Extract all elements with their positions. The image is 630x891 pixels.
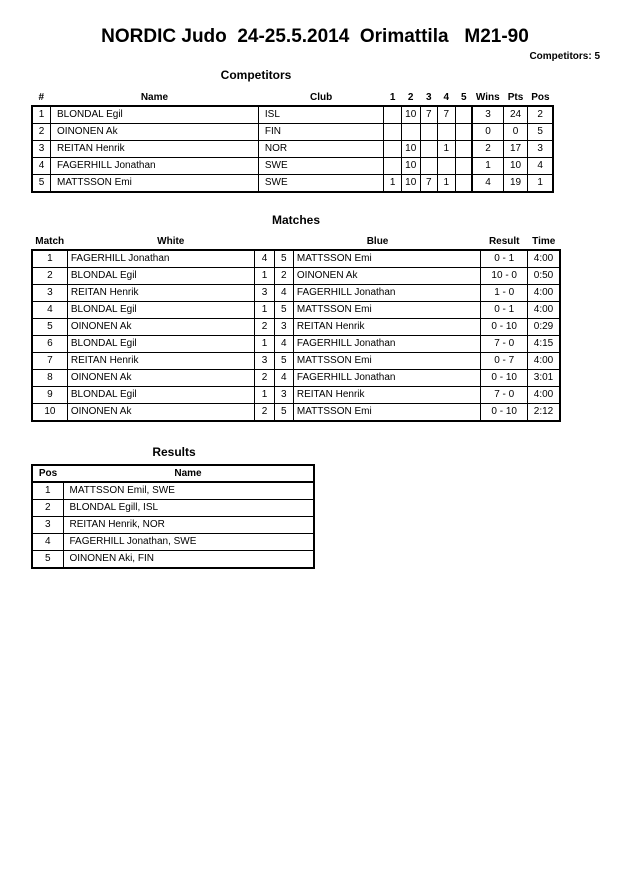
competitor-club: FIN — [258, 124, 384, 141]
match-time: 0:29 — [528, 319, 560, 336]
match-blue-name: FAGERHILL Jonathan — [293, 336, 481, 353]
competitor-pos: 5 — [528, 124, 553, 141]
competitor-pts: 24 — [503, 106, 528, 124]
competitor-score-c1: 1 — [384, 175, 401, 193]
competitors-table — [31, 90, 554, 193]
col-num: # — [32, 90, 51, 106]
results-section-title: Results — [152, 445, 196, 459]
match-time: 3:01 — [528, 370, 560, 387]
competitor-score-c5 — [455, 124, 472, 141]
match-number: 2 — [32, 268, 67, 285]
competitor-score-c5 — [455, 106, 472, 124]
match-white-num: 2 — [255, 370, 274, 387]
match-white-name: OINONEN Ak — [67, 404, 255, 422]
competitor-score-c4: 7 — [438, 106, 455, 124]
match-white-name: OINONEN Ak — [67, 319, 255, 336]
competitor-pos: 4 — [528, 158, 553, 175]
match-blue-num: 5 — [274, 404, 293, 422]
col-res-name: Name — [63, 465, 314, 482]
col-4: 4 — [438, 90, 455, 106]
result-row — [32, 482, 314, 500]
match-result: 10 - 0 — [481, 268, 528, 285]
result-row — [32, 517, 314, 534]
competitor-score-c3: 7 — [420, 175, 437, 193]
competitor-club: NOR — [258, 141, 384, 158]
match-time: 4:00 — [528, 250, 560, 268]
match-blue-name: MATTSSON Emi — [293, 250, 481, 268]
match-time: 4:00 — [528, 285, 560, 302]
match-number: 5 — [32, 319, 67, 336]
match-blue-name: MATTSSON Emi — [293, 404, 481, 422]
competitor-num: 5 — [32, 175, 51, 193]
col-res-pos: Pos — [32, 465, 63, 482]
col-5: 5 — [455, 90, 472, 106]
result-row — [32, 500, 314, 517]
match-white-name: BLONDAL Egil — [67, 336, 255, 353]
competitor-score-c3: 7 — [420, 106, 437, 124]
competitor-wins: 3 — [472, 106, 503, 124]
competitor-name: REITAN Henrik — [51, 141, 259, 158]
matches-section-title: Matches — [271, 213, 321, 227]
competitor-pts: 10 — [503, 158, 528, 175]
match-time: 4:00 — [528, 353, 560, 370]
competitor-num: 2 — [32, 124, 51, 141]
match-time: 4:15 — [528, 336, 560, 353]
result-name: BLONDAL Egill, ISL — [63, 500, 314, 517]
match-result: 0 - 10 — [481, 404, 528, 422]
col-3: 3 — [420, 90, 437, 106]
match-white-name: BLONDAL Egil — [67, 387, 255, 404]
match-blue-num: 5 — [274, 302, 293, 319]
competitor-score-c2: 10 — [401, 106, 420, 124]
results-table — [31, 464, 315, 569]
match-white-name: BLONDAL Egil — [67, 302, 255, 319]
competitor-pos: 3 — [528, 141, 553, 158]
match-blue-num: 4 — [274, 285, 293, 302]
match-result: 7 - 0 — [481, 387, 528, 404]
col-pos: Pos — [528, 90, 553, 106]
match-blue-num: 4 — [274, 370, 293, 387]
competitor-num: 1 — [32, 106, 51, 124]
match-row — [32, 250, 560, 268]
competitor-score-c1 — [384, 106, 401, 124]
results-header-row — [32, 465, 314, 482]
result-name: MATTSSON Emil, SWE — [63, 482, 314, 500]
col-club: Club — [258, 90, 384, 106]
result-pos: 4 — [32, 534, 63, 551]
page-title: NORDIC Judo 24-25.5.2014 Orimattila M21-90 — [101, 26, 529, 47]
result-row — [32, 551, 314, 569]
match-white-name: OINONEN Ak — [67, 370, 255, 387]
match-blue-num: 5 — [274, 250, 293, 268]
match-white-num: 2 — [255, 404, 274, 422]
competitor-score-c3 — [420, 158, 437, 175]
match-row — [32, 336, 560, 353]
match-row — [32, 404, 560, 422]
competitor-club: SWE — [258, 158, 384, 175]
competitor-score-c5 — [455, 175, 472, 193]
competitor-score-c1 — [384, 141, 401, 158]
match-white-name: REITAN Henrik — [67, 353, 255, 370]
match-blue-name: MATTSSON Emi — [293, 353, 481, 370]
result-name: OINONEN Aki, FIN — [63, 551, 314, 569]
competitor-wins: 4 — [472, 175, 503, 193]
competitor-score-c4: 1 — [438, 141, 455, 158]
match-blue-name: REITAN Henrik — [293, 319, 481, 336]
col-result: Result — [481, 234, 528, 250]
competitor-row — [32, 106, 553, 124]
result-pos: 1 — [32, 482, 63, 500]
result-row — [32, 534, 314, 551]
match-time: 4:00 — [528, 387, 560, 404]
match-blue-name: REITAN Henrik — [293, 387, 481, 404]
result-pos: 2 — [32, 500, 63, 517]
match-white-num: 3 — [255, 353, 274, 370]
match-white-num: 1 — [255, 387, 274, 404]
col-wins: Wins — [472, 90, 503, 106]
match-blue-num: 3 — [274, 319, 293, 336]
competitor-pts: 17 — [503, 141, 528, 158]
competitor-score-c5 — [455, 158, 472, 175]
match-row — [32, 285, 560, 302]
competitor-wins: 1 — [472, 158, 503, 175]
match-white-num: 1 — [255, 268, 274, 285]
competitor-score-c4 — [438, 158, 455, 175]
match-row — [32, 319, 560, 336]
match-number: 10 — [32, 404, 67, 422]
match-number: 9 — [32, 387, 67, 404]
col-name: Name — [51, 90, 259, 106]
competitor-wins: 2 — [472, 141, 503, 158]
match-number: 3 — [32, 285, 67, 302]
competitor-score-c4 — [438, 124, 455, 141]
col-white: White — [67, 234, 274, 250]
competitor-name: MATTSSON Emi — [51, 175, 259, 193]
competitors-count: Competitors: 5 — [529, 51, 600, 62]
match-row — [32, 387, 560, 404]
competitor-pos: 1 — [528, 175, 553, 193]
competitor-row — [32, 124, 553, 141]
match-white-name: REITAN Henrik — [67, 285, 255, 302]
matches-table — [31, 234, 561, 422]
match-blue-num: 4 — [274, 336, 293, 353]
competitor-score-c1 — [384, 124, 401, 141]
result-pos: 3 — [32, 517, 63, 534]
competitor-score-c4: 1 — [438, 175, 455, 193]
competitor-score-c2 — [401, 124, 420, 141]
match-result: 0 - 1 — [481, 302, 528, 319]
match-white-num: 1 — [255, 336, 274, 353]
result-name: REITAN Henrik, NOR — [63, 517, 314, 534]
match-result: 1 - 0 — [481, 285, 528, 302]
col-1: 1 — [384, 90, 401, 106]
competitor-num: 4 — [32, 158, 51, 175]
competitor-score-c2: 10 — [401, 175, 420, 193]
col-2: 2 — [401, 90, 420, 106]
competitor-score-c3 — [420, 124, 437, 141]
match-white-num: 2 — [255, 319, 274, 336]
match-row — [32, 353, 560, 370]
competitor-score-c2: 10 — [401, 158, 420, 175]
competitor-row — [32, 141, 553, 158]
match-result: 7 - 0 — [481, 336, 528, 353]
match-row — [32, 302, 560, 319]
competitor-num: 3 — [32, 141, 51, 158]
match-result: 0 - 10 — [481, 370, 528, 387]
competitors-section-title: Competitors — [220, 68, 292, 82]
match-white-name: FAGERHILL Jonathan — [67, 250, 255, 268]
match-white-num: 3 — [255, 285, 274, 302]
col-blue: Blue — [274, 234, 481, 250]
competitor-score-c2: 10 — [401, 141, 420, 158]
result-name: FAGERHILL Jonathan, SWE — [63, 534, 314, 551]
match-row — [32, 268, 560, 285]
matches-header-row — [32, 234, 560, 250]
match-result: 0 - 7 — [481, 353, 528, 370]
competitor-name: OINONEN Ak — [51, 124, 259, 141]
match-time: 2:12 — [528, 404, 560, 422]
match-blue-name: FAGERHILL Jonathan — [293, 285, 481, 302]
match-blue-num: 5 — [274, 353, 293, 370]
match-white-num: 4 — [255, 250, 274, 268]
match-time: 0:50 — [528, 268, 560, 285]
col-time: Time — [528, 234, 560, 250]
col-match: Match — [32, 234, 67, 250]
competitor-pos: 2 — [528, 106, 553, 124]
match-blue-num: 2 — [274, 268, 293, 285]
competitor-club: SWE — [258, 175, 384, 193]
match-blue-name: OINONEN Ak — [293, 268, 481, 285]
competitor-score-c5 — [455, 141, 472, 158]
competitor-pts: 19 — [503, 175, 528, 193]
match-blue-num: 3 — [274, 387, 293, 404]
match-blue-name: MATTSSON Emi — [293, 302, 481, 319]
match-number: 7 — [32, 353, 67, 370]
competitor-row — [32, 158, 553, 175]
competitor-pts: 0 — [503, 124, 528, 141]
match-number: 4 — [32, 302, 67, 319]
competitor-wins: 0 — [472, 124, 503, 141]
match-time: 4:00 — [528, 302, 560, 319]
match-blue-name: FAGERHILL Jonathan — [293, 370, 481, 387]
match-number: 6 — [32, 336, 67, 353]
competitors-header-row — [32, 90, 553, 106]
match-result: 0 - 1 — [481, 250, 528, 268]
competitor-score-c3 — [420, 141, 437, 158]
match-white-num: 1 — [255, 302, 274, 319]
match-white-name: BLONDAL Egil — [67, 268, 255, 285]
competitor-row — [32, 175, 553, 193]
competitor-club: ISL — [258, 106, 384, 124]
match-number: 1 — [32, 250, 67, 268]
competitor-name: FAGERHILL Jonathan — [51, 158, 259, 175]
competitor-name: BLONDAL Egil — [51, 106, 259, 124]
result-pos: 5 — [32, 551, 63, 569]
match-result: 0 - 10 — [481, 319, 528, 336]
competitor-score-c1 — [384, 158, 401, 175]
match-row — [32, 370, 560, 387]
col-pts: Pts — [503, 90, 528, 106]
match-number: 8 — [32, 370, 67, 387]
